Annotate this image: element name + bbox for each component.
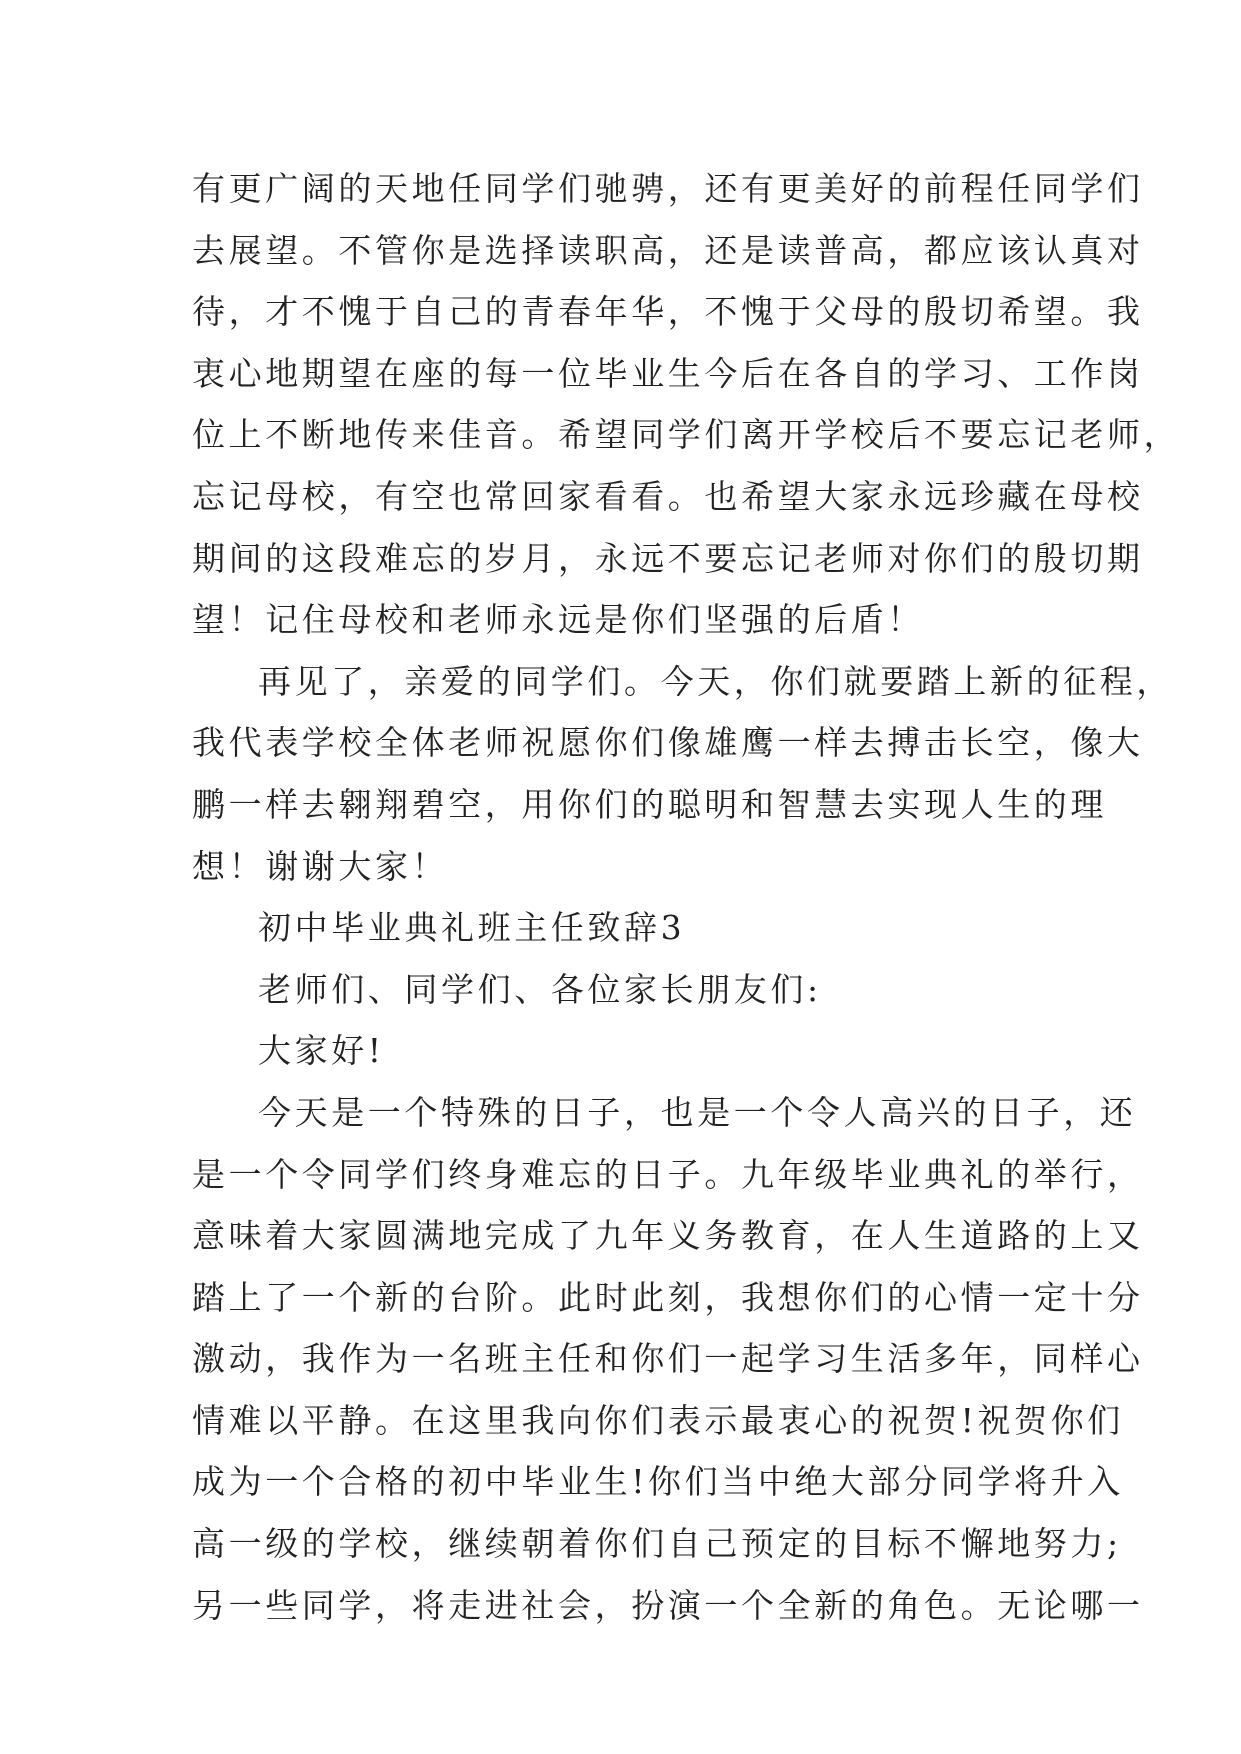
salutation: 老师们、同学们、各位家长朋友们: <box>258 969 822 1009</box>
text-line: 忘记母校，有空也常回家看看。也希望大家永远珍藏在母校 <box>192 476 1144 516</box>
text-line: 去展望。不管你是选择读职高，还是读普高，都应该认真对 <box>192 230 1144 270</box>
section-title: 初中毕业典礼班主任致辞3 <box>258 908 686 948</box>
text-line: 再见了，亲爱的同学们。今天，你们就要踏上新的征程， <box>258 661 1173 701</box>
text-line: 今天是一个特殊的日子，也是一个令人高兴的日子，还 <box>258 1092 1137 1132</box>
text-line: 期间的这段难忘的岁月，永远不要忘记老师对你们的殷切期 <box>192 538 1144 578</box>
text-line: 意味着大家圆满地完成了九年义务教育，在人生道路的上又 <box>192 1216 1144 1256</box>
text-line: 待，才不愧于自己的青春年华，不愧于父母的殷切希望。我 <box>192 292 1144 332</box>
text-line: 有更广阔的天地任同学们驰骋，还有更美好的前程任同学们 <box>192 169 1144 208</box>
text-line: 鹏一样去翱翔碧空，用你们的聪明和智慧去实现人生的理 <box>192 784 1107 824</box>
text-line: 我代表学校全体老师祝愿你们像雄鹰一样去搏击长空，像大 <box>192 723 1144 763</box>
text-line: 情难以平静。在这里我向你们表示最衷心的祝贺!祝贺你们 <box>192 1400 1124 1440</box>
text-line: 激动，我作为一名班主任和你们一起学习生活多年，同样心 <box>192 1339 1144 1379</box>
text-line: 踏上了一个新的台阶。此时此刻，我想你们的心情一定十分 <box>192 1277 1144 1317</box>
text-line: 另一些同学，将走进社会，扮演一个全新的角色。无论哪一 <box>192 1585 1144 1625</box>
greeting: 大家好! <box>258 1031 385 1071</box>
text-line: 是一个令同学们终身难忘的日子。九年级毕业典礼的举行， <box>192 1154 1144 1194</box>
text-line: 望！记住母校和老师永远是你们坚强的后盾！ <box>192 600 924 640</box>
text-line: 位上不断地传来佳音。希望同学们离开学校后不要忘记老师， <box>192 415 1181 455</box>
text-line: 成为一个合格的初中毕业生!你们当中绝大部分同学将升入 <box>192 1462 1124 1502</box>
text-line: 高一级的学校，继续朝着你们自己预定的目标不懈地努力; <box>192 1524 1122 1564</box>
text-line: 衷心地期望在座的每一位毕业生今后在各自的学习、工作岗 <box>192 353 1144 393</box>
text-line: 想！谢谢大家！ <box>192 846 449 886</box>
body-text <box>192 158 1181 1636</box>
